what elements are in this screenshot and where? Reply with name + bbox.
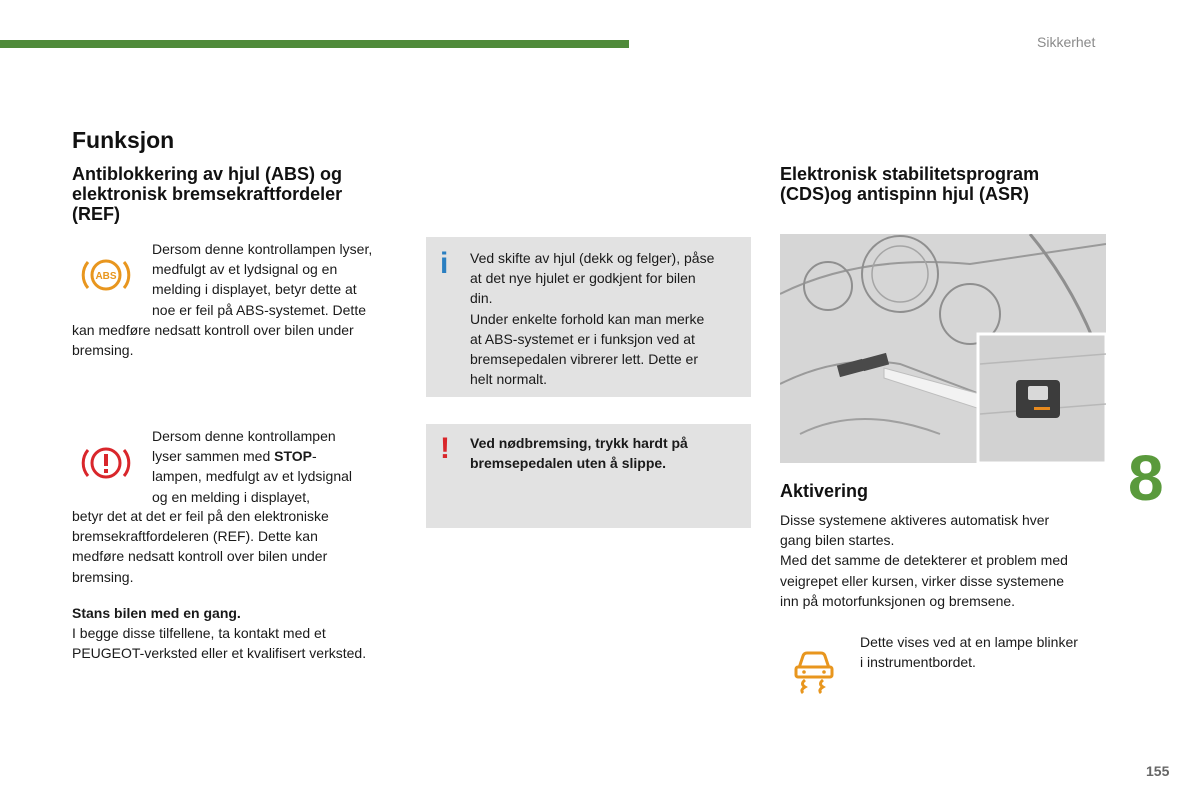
warning-box	[426, 424, 751, 528]
contact-workshop-text: I begge disse tilfellene, ta kontakt med et PEUGEOT-verksted eller et kvalifisert verksted.	[72, 625, 367, 662]
esp-skid-icon	[791, 646, 837, 694]
activation-heading: Aktivering	[780, 481, 869, 501]
activation-text: Disse systemene aktiveres automatisk hver gang bilen startes. Med det samme de detekterer et problem med veigrepet eller kursen, virker disse systemene inn på motorfunksjonen og bremsene.	[780, 512, 1068, 609]
esp-lamp-text: Dette vises ved at en lampe blinker i instrumentbordet.	[860, 634, 1078, 671]
section-label: Sikkerhet	[1037, 34, 1096, 50]
info-text: Ved skifte av hjul (dekk og felger), påse at det nye hjulet er godkjent for bilen din. Under enkelte forhold kan man merke at ABS-systemet er i funksjon ved at bremsepedalen vibrerer lett. Dette er helt normalt.	[470, 250, 715, 388]
info-icon: i	[440, 247, 449, 280]
chapter-number: 8	[1128, 442, 1164, 514]
page-title: Funksjon	[72, 127, 175, 153]
abs-text-indented: Dersom denne kontrollampen lyser, medfulgt av et lydsignal og en melding i displayet, betyr dette at noe er feil på ABS-systemet. Dette	[152, 241, 373, 318]
abs-warning-icon	[81, 253, 131, 297]
stop-text-indented: Dersom denne kontrollampen lyser sammen med STOP- lampen, medfulgt av et lydsignal og en melding i displayet,	[152, 428, 352, 505]
warning-text: Ved nødbremsing, trykk hardt på bremsepedalen uten å slippe.	[470, 435, 688, 472]
abs-text-continued: kan medføre nedsatt kontroll over bilen under bremsing.	[72, 322, 354, 359]
stop-car-notice: Stans bilen med en gang.	[72, 605, 241, 621]
page-number: 155	[1146, 763, 1170, 779]
abs-icon-label: ABS	[95, 271, 117, 282]
esp-heading: Elektronisk stabilitetsprogram (CDS)og antispinn hjul (ASR)	[780, 164, 1040, 204]
abs-heading: Antiblokkering av hjul (ABS) og elektronisk bremsekraftfordeler (REF)	[72, 164, 343, 224]
dashboard-esp-switch-illustration	[780, 234, 1106, 463]
stop-text-continued: betyr det at det er feil på den elektroniske bremsekraftfordeleren (REF). Dette kan medføre nedsatt kontroll over bilen under bremsing.	[72, 508, 329, 585]
warning-exclamation-icon: !	[440, 432, 450, 465]
info-box	[426, 237, 751, 397]
brake-warning-icon	[81, 441, 131, 485]
stop-word: STOP	[274, 448, 313, 465]
header-bar	[0, 40, 629, 48]
